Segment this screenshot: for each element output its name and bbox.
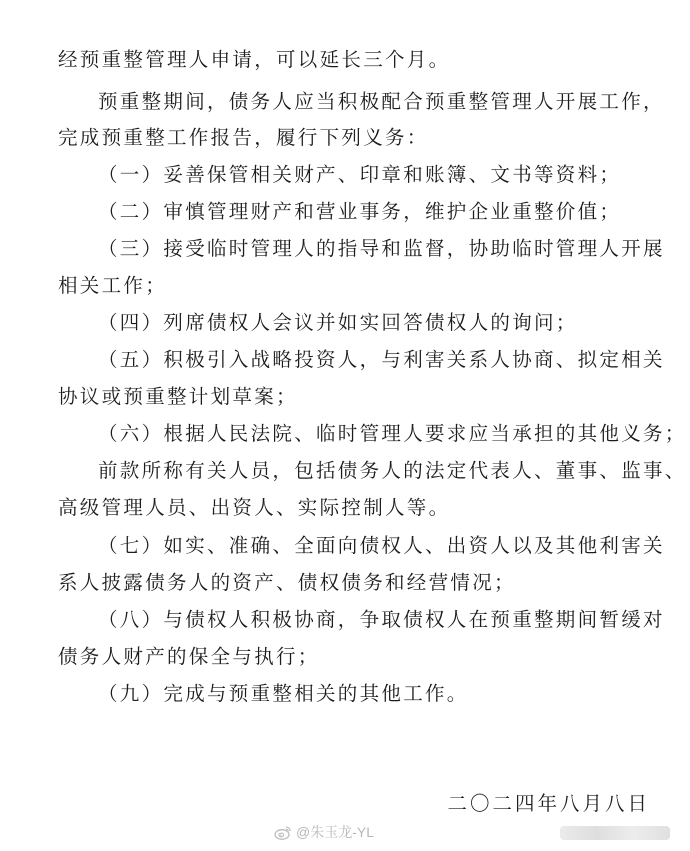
watermark xyxy=(274,820,374,844)
list-item-7: （七）如实、准确、全面向债权人、出资人以及其他利害关 xyxy=(98,534,665,557)
text-line: 债务人财产的保全与执行； xyxy=(58,645,320,668)
list-item-6: （六）根据人民法院、临时管理人要求应当承担的其他义务； xyxy=(98,422,687,445)
list-item-4: （四）列席债权人会议并如实回答债权人的询问； xyxy=(98,311,578,334)
text-line: 高级管理人员、出资人、实际控制人等。 xyxy=(58,496,451,519)
text-line: 完成预重整工作报告，履行下列义务： xyxy=(58,126,429,149)
blurred-overlay xyxy=(560,826,670,840)
paragraph-line: 前款所称有关人员，包括债务人的法定代表人、董事、监事、 xyxy=(98,459,687,482)
text-line: 相关工作； xyxy=(58,274,168,297)
list-item-5: （五）积极引入战略投资人，与利害关系人协商、拟定相关 xyxy=(98,348,665,371)
document-date: 二〇二四年八月八日 xyxy=(447,792,650,815)
text-line: 系人披露债务人的资产、债权债务和经营情况； xyxy=(58,571,516,594)
paragraph-line: 预重整期间，债务人应当积极配合预重整管理人开展工作， xyxy=(98,90,665,113)
list-item-3: （三）接受临时管理人的指导和监督，协助临时管理人开展 xyxy=(98,237,665,260)
list-item-9: （九）完成与预重整相关的其他工作。 xyxy=(98,682,469,705)
list-item-2: （二）审慎管理财产和营业事务，维护企业重整价值； xyxy=(98,200,622,223)
weibo-icon xyxy=(274,825,292,840)
list-item-1: （一）妥善保管相关财产、印章和账簿、文书等资料； xyxy=(98,163,622,186)
text-line: 经预重整管理人申请，可以延长三个月。 xyxy=(58,48,451,71)
text-line: 协议或预重整计划草案； xyxy=(58,385,298,408)
watermark-text: @朱玉龙-YL xyxy=(296,824,374,840)
list-item-8: （八）与债权人积极协商，争取债权人在预重整期间暂缓对 xyxy=(98,608,665,631)
